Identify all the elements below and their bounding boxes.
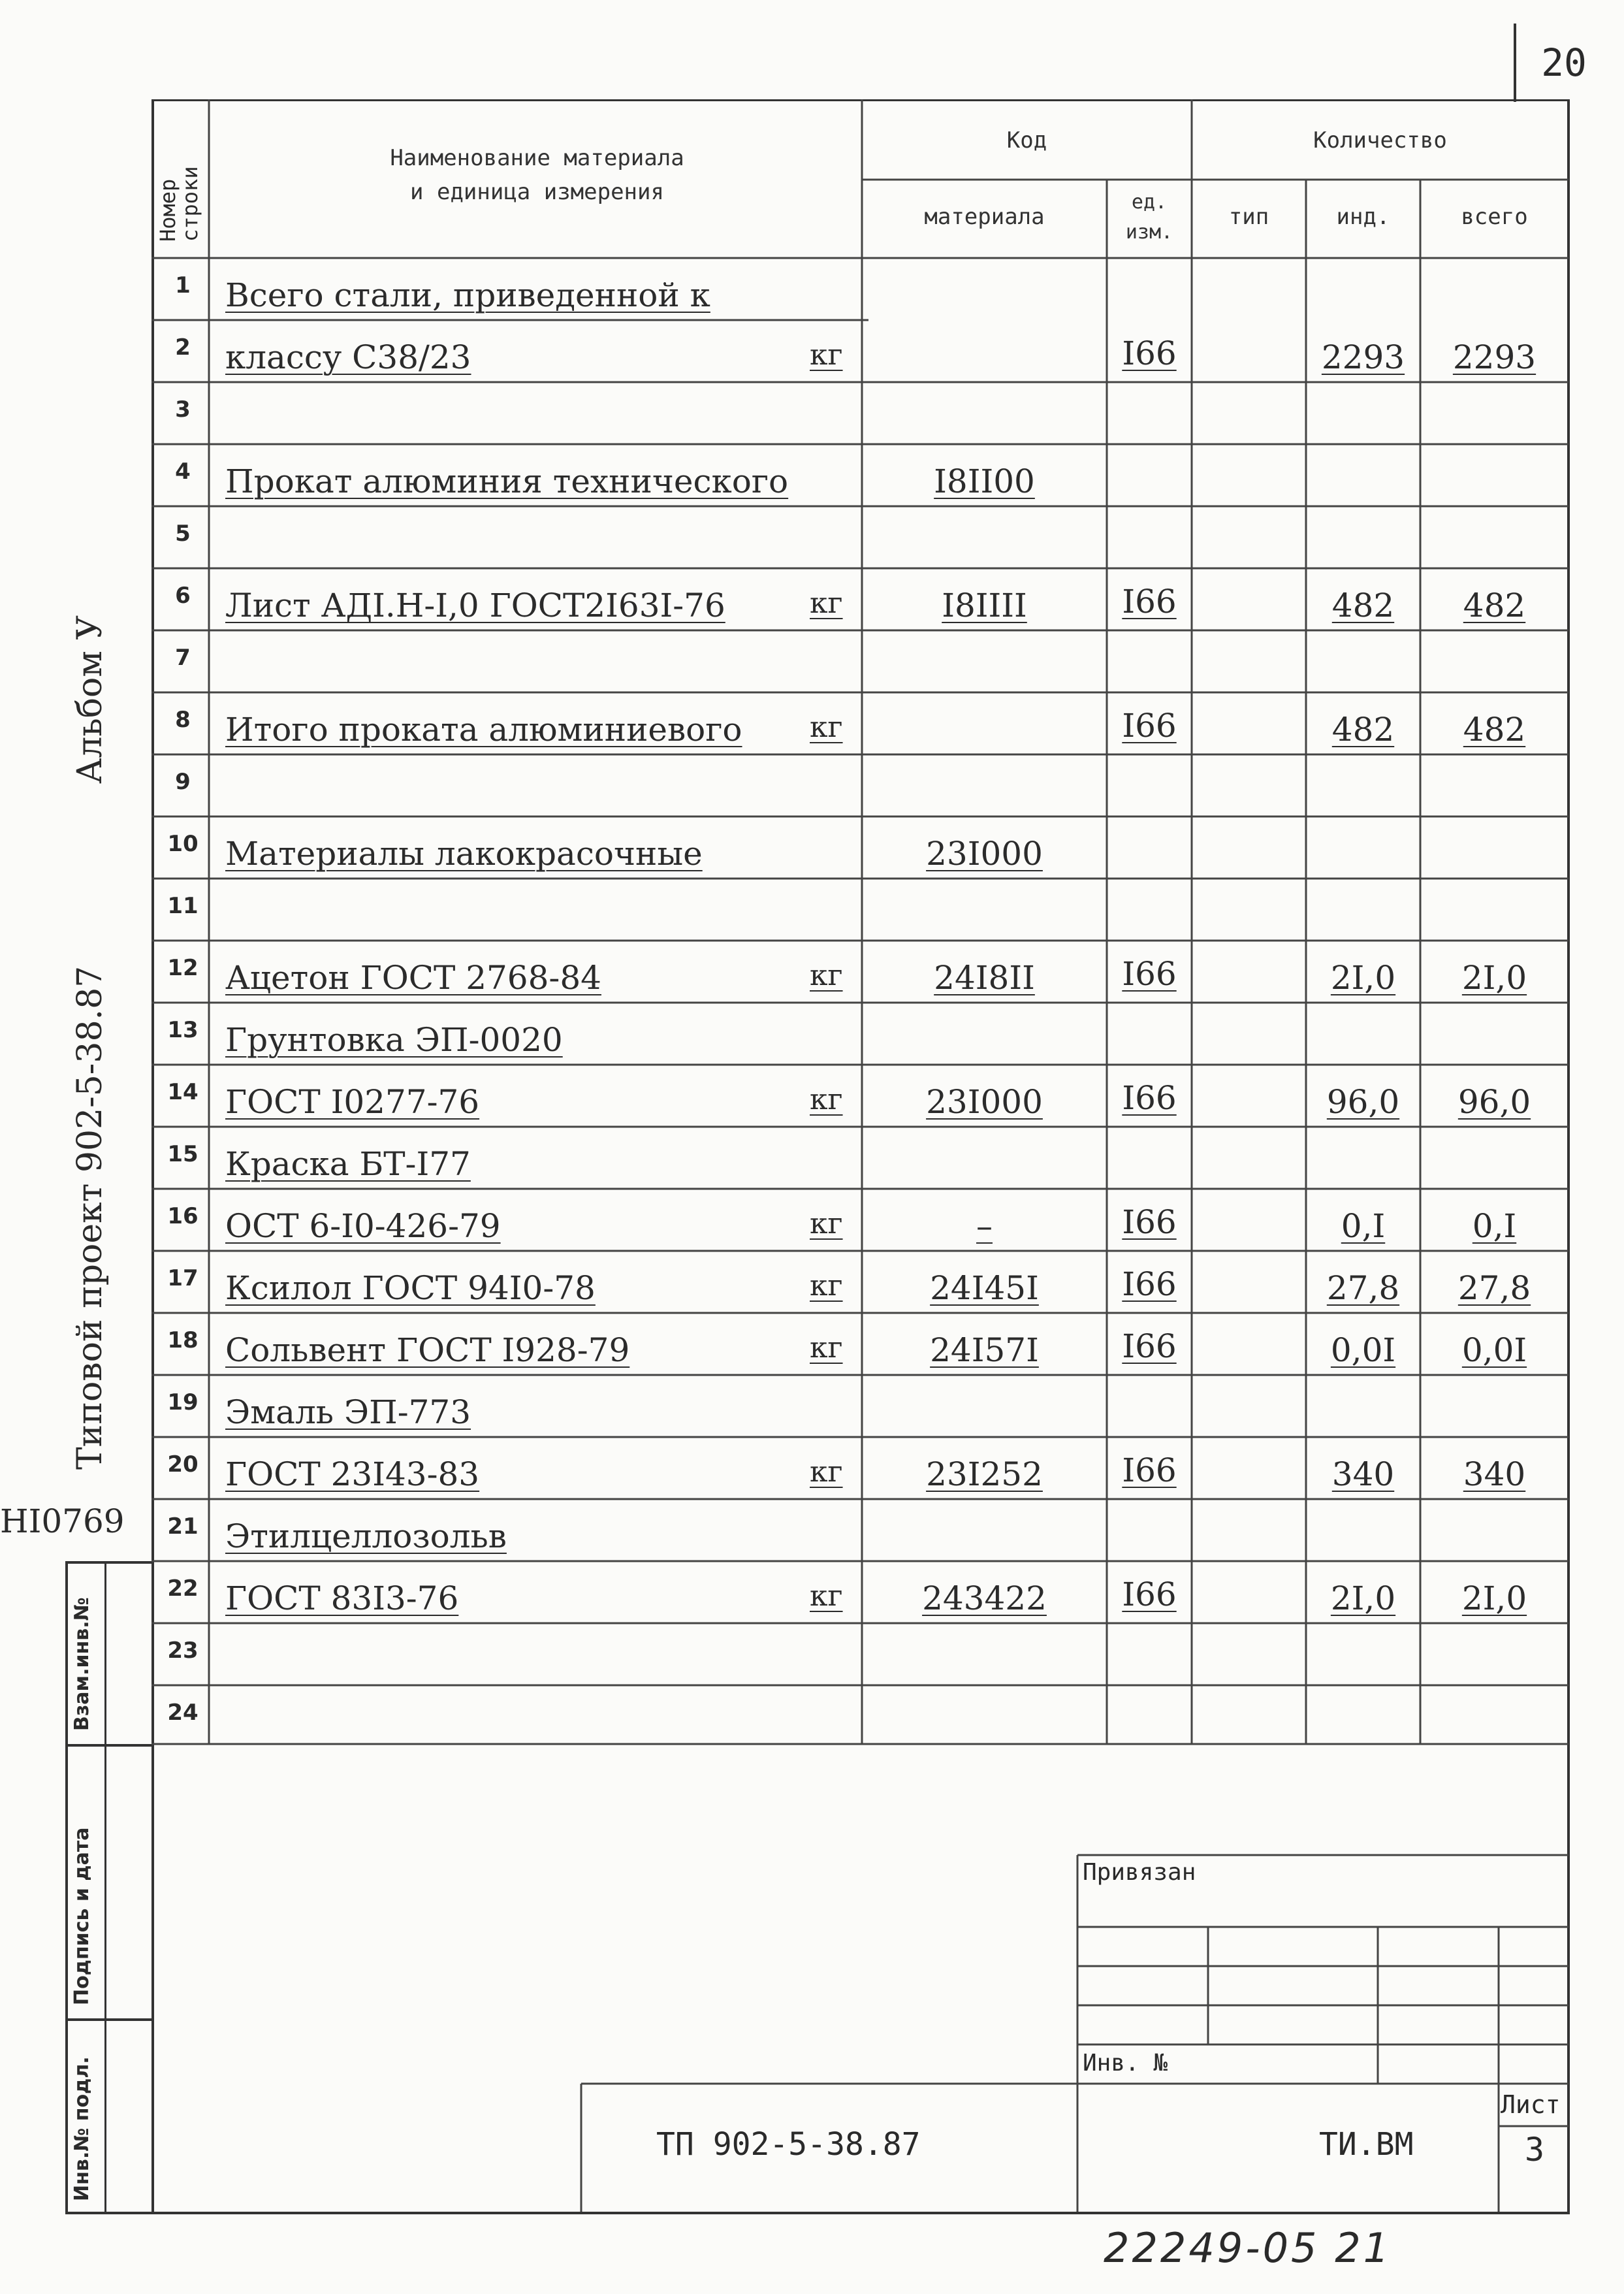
row-number: 1 [175, 272, 191, 299]
stamp-project-code: ТП 902-5-38.87 [656, 2126, 921, 2163]
row-code-unit: I66 [1122, 707, 1177, 745]
row-number: 22 [167, 1575, 199, 1602]
row-qty-ind: 2I,0 [1330, 959, 1396, 997]
row-code-unit: I66 [1122, 583, 1177, 621]
row-qty-total: 482 [1463, 587, 1526, 624]
header-qty-ind: инд. [1336, 204, 1390, 230]
header-name-line2: и единица измерения [410, 179, 664, 205]
row-number: 20 [167, 1451, 199, 1478]
row-number: 13 [167, 1017, 199, 1043]
row-qty-ind: 27,8 [1326, 1269, 1400, 1307]
row-number: 23 [167, 1638, 199, 1664]
row-code-material: 24I57I [930, 1331, 1039, 1369]
row-name: Итого проката алюминиевого [225, 711, 742, 749]
stamp-inv-no: Инв. № [1083, 2050, 1168, 2076]
row-unit: кг [810, 959, 843, 992]
row-unit: кг [810, 587, 843, 620]
row-qty-total: 0,I [1472, 1207, 1517, 1245]
row-name: Ксилол ГОСТ 94I0-78 [225, 1269, 596, 1307]
row-qty-ind: 2293 [1321, 338, 1405, 376]
row-number: 11 [167, 893, 199, 919]
row-qty-ind: 0,I [1341, 1207, 1386, 1245]
row-number: 4 [175, 459, 191, 485]
row-unit: кг [810, 1207, 843, 1240]
row-code-material: I8IIII [942, 587, 1027, 624]
row-number: 19 [167, 1389, 199, 1415]
row-code-unit: I66 [1122, 955, 1177, 993]
row-code-material: 23I000 [926, 835, 1043, 873]
row-code-material: 24I45I [930, 1269, 1039, 1307]
side-field-signature-date: Подпись и дата [71, 1827, 93, 2005]
row-code-unit: I66 [1122, 1079, 1177, 1117]
row-qty-ind: 96,0 [1326, 1083, 1400, 1121]
row-qty-total: 2I,0 [1461, 1579, 1527, 1617]
row-qty-total: 482 [1463, 711, 1526, 749]
header-qty-type: тип [1228, 204, 1269, 230]
row-number: 5 [175, 521, 191, 547]
stamp-bound: Привязан [1083, 1859, 1196, 1886]
header-code: Код [1006, 127, 1047, 153]
bottom-code: 22249-05 21 [1104, 2224, 1392, 2272]
row-code-material: 23I252 [926, 1455, 1043, 1493]
row-name: Сольвент ГОСТ I928-79 [225, 1331, 630, 1369]
row-number: 16 [167, 1203, 199, 1229]
row-name: ГОСТ I0277-76 [225, 1083, 480, 1121]
side-field-original-inv: Инв.№ подл. [71, 2056, 93, 2201]
row-qty-total: 340 [1463, 1455, 1526, 1493]
row-qty-ind: 2I,0 [1330, 1579, 1396, 1617]
row-code-unit: I66 [1122, 1203, 1177, 1241]
album-label: Альбом У [71, 615, 110, 784]
page-number: 20 [1541, 40, 1587, 85]
row-code-material: I8II00 [934, 462, 1035, 500]
row-number: 9 [175, 769, 191, 795]
row-code-unit: I66 [1122, 1451, 1177, 1489]
header-code-unit-2: изм. [1125, 221, 1173, 244]
inventory-number: НI0769 [0, 1502, 125, 1540]
row-code-material: 243422 [922, 1579, 1047, 1617]
row-name: ОСТ 6-I0-426-79 [225, 1207, 501, 1245]
side-field-replace-inv: Взам.инв.№ [71, 1597, 93, 1731]
row-name: Грунтовка ЭП-0020 [225, 1021, 563, 1059]
row-qty-total: 27,8 [1457, 1269, 1531, 1307]
row-name: Прокат алюминия технического [225, 462, 789, 500]
row-name: ГОСТ 23I43-83 [225, 1455, 480, 1493]
row-code-unit: I66 [1122, 1575, 1177, 1613]
row-name: Ацетон ГОСТ 2768-84 [225, 959, 601, 997]
header-quantity: Количество [1313, 127, 1447, 153]
row-qty-total: 96,0 [1457, 1083, 1531, 1121]
row-code-unit: I66 [1122, 334, 1177, 372]
row-name: Материалы лакокрасочные [225, 835, 703, 873]
stamp-sheet-label: Лист [1501, 2090, 1561, 2119]
row-number: 2 [175, 334, 191, 361]
row-number: 21 [167, 1513, 199, 1540]
row-qty-total: 2293 [1452, 338, 1536, 376]
project-label: Типовой проект 902-5-38.87 [71, 965, 110, 1470]
row-name: Этилцеллозольв [225, 1517, 507, 1555]
row-number: 3 [175, 396, 191, 423]
row-code-unit: I66 [1122, 1265, 1177, 1303]
row-code-material: – [976, 1207, 993, 1245]
row-number: 6 [175, 583, 191, 609]
row-code-unit: I66 [1122, 1327, 1177, 1365]
header-code-material: материала [924, 204, 1045, 230]
row-unit: кг [810, 1579, 843, 1613]
row-unit: кг [810, 711, 843, 744]
row-code-material: 23I000 [926, 1083, 1043, 1121]
row-unit: кг [810, 1455, 843, 1489]
row-number: 12 [167, 955, 199, 981]
row-name: Эмаль ЭП-773 [225, 1393, 471, 1431]
row-unit: кг [810, 1083, 843, 1116]
header-row-number: Номер строки [155, 166, 202, 242]
row-number: 24 [167, 1700, 199, 1726]
row-unit: кг [810, 1269, 843, 1302]
row-number: 15 [167, 1141, 199, 1167]
row-name: ГОСТ 83I3-76 [225, 1579, 459, 1617]
row-qty-ind: 482 [1331, 587, 1395, 624]
row-qty-ind: 340 [1331, 1455, 1395, 1493]
stamp-sheet-value: 3 [1524, 2131, 1545, 2169]
row-qty-total: 2I,0 [1461, 959, 1527, 997]
row-number: 10 [167, 831, 199, 857]
row-qty-total: 0,0I [1461, 1331, 1527, 1369]
stamp-doc-code: ТИ.ВМ [1319, 2126, 1414, 2163]
row-number: 18 [167, 1327, 199, 1353]
row-number: 14 [167, 1079, 199, 1105]
row-name: классу С38/23 [225, 338, 471, 376]
row-unit: кг [810, 338, 843, 372]
row-name: Краска БТ-I77 [225, 1145, 471, 1183]
header-qty-total: всего [1461, 204, 1528, 230]
row-number: 8 [175, 707, 191, 733]
row-name: Лист АДI.Н-I,0 ГОСТ2I63I-76 [225, 587, 725, 624]
row-qty-ind: 0,0I [1330, 1331, 1396, 1369]
row-code-material: 24I8II [934, 959, 1035, 997]
row-name: Всего стали, приведенной к [225, 276, 710, 314]
row-number: 17 [167, 1265, 199, 1291]
row-unit: кг [810, 1331, 843, 1365]
header-code-unit-1: ед. [1131, 191, 1168, 214]
row-number: 7 [175, 645, 191, 671]
row-qty-ind: 482 [1331, 711, 1395, 749]
header-name-line1: Наименование материала [390, 145, 684, 171]
